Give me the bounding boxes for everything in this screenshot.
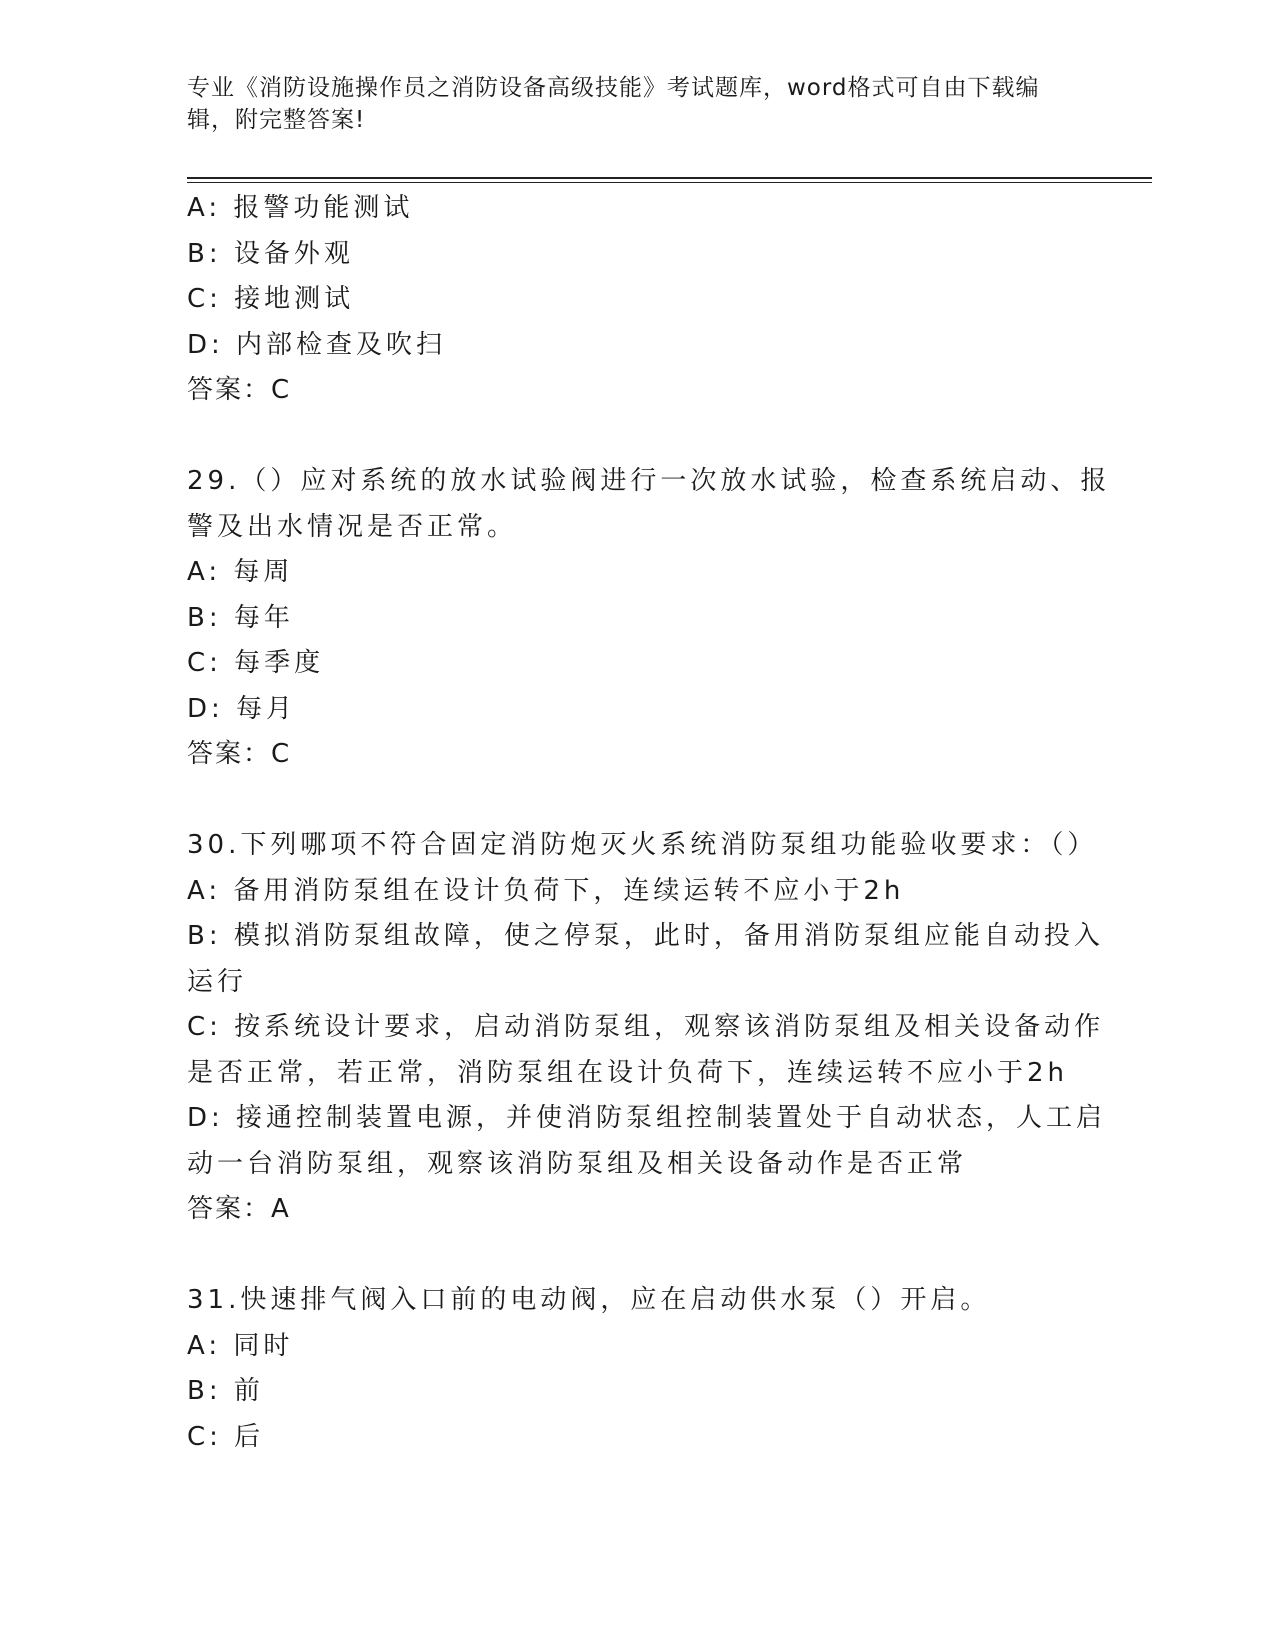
question-list <box>187 186 1111 1460</box>
question-stem-line-2: 警及出水情况是否正常。 <box>187 511 518 542</box>
option-c-line-2: 是否正常，若正常，消防泵组在设计负荷下，连续运转不应小于2h <box>187 1057 1069 1088</box>
document-header <box>187 72 1067 136</box>
spacer <box>187 778 1077 824</box>
option-a: A: 每周 <box>187 557 294 587</box>
answer: 答案：C <box>187 375 292 405</box>
option-b: B: 每年 <box>187 602 294 633</box>
option-b-line-2: 运行 <box>187 966 248 997</box>
question-stem: 30.下列哪项不符合固定消防炮灭火系统消防泵组功能验收要求：（） <box>187 830 1098 860</box>
option-a: A: 同时 <box>187 1330 294 1361</box>
header-line-2: 辑，附完整答案! <box>187 107 366 133</box>
question-30 <box>187 823 1107 1233</box>
header-line-1: 专业《消防设施操作员之消防设备高级技能》考试题库，word格式可自由下载编 <box>187 75 1040 101</box>
answer: 答案：A <box>187 1194 291 1224</box>
question-31 <box>187 1278 1077 1460</box>
option-a: A: 备用消防泵组在设计负荷下，连续运转不应小于2h <box>187 875 905 906</box>
option-d-line-2: 动一台消防泵组，观察该消防泵组及相关设备动作是否正常 <box>187 1148 968 1179</box>
header-divider-thin <box>187 182 1152 183</box>
option-b-line-1: B: 模拟消防泵组故障，使之停泵，此时，备用消防泵组应能自动投入 <box>187 921 1104 951</box>
option-d: D: 每月 <box>187 693 297 724</box>
option-a: A: 报警功能测试 <box>187 193 414 223</box>
option-b: B: 前 <box>187 1376 264 1406</box>
question-28 <box>187 186 1077 414</box>
question-stem: 31.快速排气阀入口前的电动阀，应在启动供水泵（）开启。 <box>187 1285 991 1315</box>
answer: 答案：C <box>187 739 292 769</box>
question-29 <box>187 459 1111 778</box>
option-d: D: 内部检查及吹扫 <box>187 329 447 360</box>
spacer <box>187 414 1077 460</box>
spacer <box>187 1233 1077 1279</box>
option-c: C: 每季度 <box>187 648 325 678</box>
option-c: C: 后 <box>187 1421 265 1452</box>
option-b: B: 设备外观 <box>187 238 354 269</box>
option-c: C: 接地测试 <box>187 284 355 314</box>
option-d-line-1: D: 接通控制装置电源，并使消防泵组控制装置处于自动状态，人工启 <box>187 1103 1107 1133</box>
question-stem-line-1: 29.（）应对系统的放水试验阀进行一次放水试验，检查系统启动、报 <box>187 466 1111 496</box>
option-c-line-1: C: 按系统设计要求，启动消防泵组，观察该消防泵组及相关设备动作 <box>187 1012 1105 1042</box>
header-divider-thick <box>187 177 1152 179</box>
